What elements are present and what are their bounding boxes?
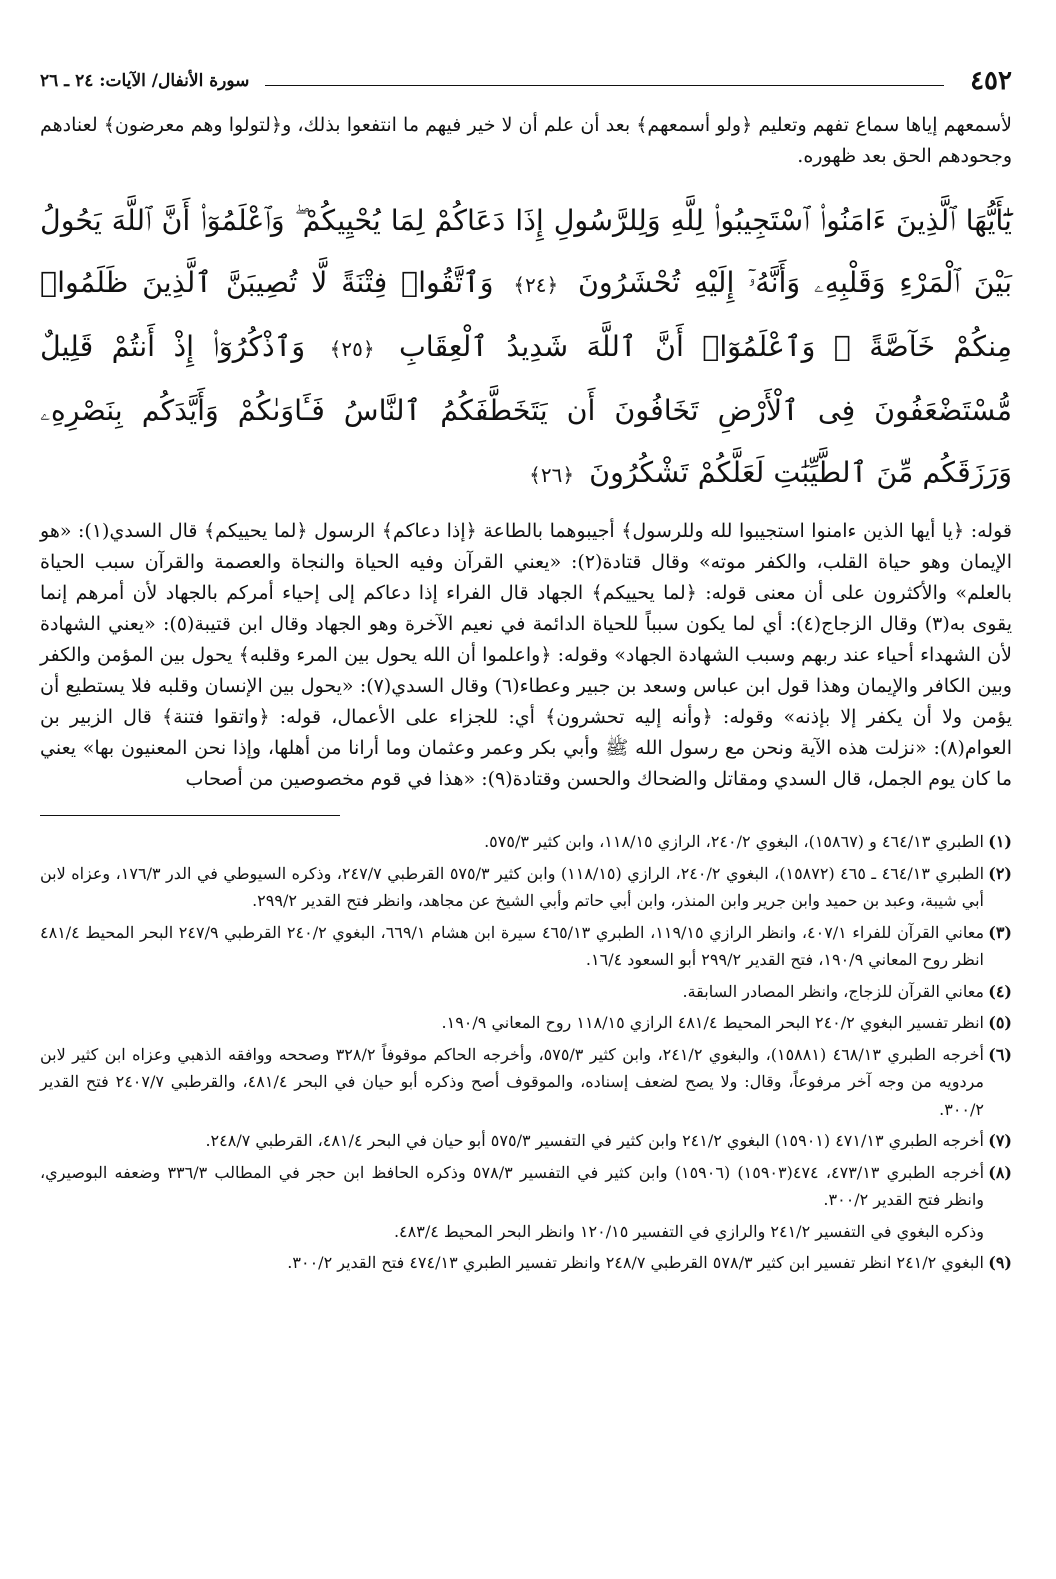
footnote-text: وذكره البغوي في التفسير ٢٤١/٢ والرازي في التفسير ١٢٠/١٥ وانظر البحر المحيط ٤٨٣/٤. xyxy=(393,1221,984,1241)
quran-verses xyxy=(40,190,1012,506)
footnote xyxy=(40,1249,1012,1277)
footnote-number: (٥) xyxy=(988,1013,1012,1032)
footnotes xyxy=(40,828,1012,1277)
footnote-number: (٤) xyxy=(988,981,1012,1001)
verse-text: وَٱذْكُرُوٓا۟ إِذْ أَنتُمْ قَلِيلٌ مُّسْتَضْعَفُونَ فِى ٱلْأَرْضِ تَخَافُونَ أَن يَتَخَطَّفَكُمُ ٱلنَّاسُ فَـَٔاوَىٰكُمْ وَأَيَّدَكُم بِنَصْرِهِۦ وَرَزَقَكُم مِّنَ ٱلطَّيِّبَٰتِ لَعَلَّكُمْ تَشْكُرُونَ xyxy=(40,330,1012,489)
footnote-text: معاني القرآن للزجاج، وانظر المصادر السابقة. xyxy=(682,981,984,1001)
footnote-text: أخرجه الطبري ٤٧٣/١٣، ٤٧٤(١٥٩٠٣) (١٥٩٠٦) وابن كثير في التفسير ٥٧٨/٣ وذكره الحافظ ابن حجر في المطالب ٣٣٦/٣ وضعفه البوصيري، وانظر فتح القدير ٣٠٠/٢. xyxy=(40,1162,985,1209)
footnote-continuation xyxy=(40,1218,1012,1246)
verse-number: ﴿٢٤﴾ xyxy=(513,273,559,297)
footnote-text: الطبري ٤٦٤/١٣ ـ ٤٦٥ (١٥٨٧٢)، البغوي ٢٤٠/٢، الرازي (١١٨/١٥) وابن كثير ٥٧٥/٣ القرطبي ٢٤٧/٧، وذكره السيوطي في الدر ١٧٦/٣، وعزاه لابن أبي شيبة، وعبد بن حميد وابن جرير وابن المنذر، وابن أبي حاتم وأبي الشيخ عن مجاهد، وانظر فتح القدير ٢٩٩/٢. xyxy=(40,863,985,910)
footnote xyxy=(40,978,1012,1006)
verse-text: وَٱتَّقُوا۟ فِتْنَةً لَّا تُصِيبَنَّ ٱلَّذِينَ ظَلَمُوا۟ مِنكُمْ خَآصَّةً ۖ وَٱعْلَمُوٓا۟ أَنَّ ٱللَّهَ شَدِيدُ ٱلْعِقَابِ xyxy=(40,266,1013,363)
footnote-text: أخرجه الطبري ٤٦٨/١٣ (١٥٨٨١)، والبغوي ٢٤١/٢، وابن كثير ٥٧٥/٣، وأخرجه الحاكم موقوفاً ٣٢٨/٢ وصححه ووافقه الذهبي وعزاه ابن كثير لابن مردويه من وجه آخر مرفوعاً، وقال: ولا يصح لضعف إسناده، والموقوف أصح وذكره أبو حيان في البحر ٤٨١/٤، والقرطبي ٢٤٠٧/٧ فتح القدير ٣٠٠/٢. xyxy=(40,1044,984,1119)
footnote-number: (٦) xyxy=(988,1044,1012,1064)
footnote-number: (١) xyxy=(988,832,1012,851)
footnote-number: (٩) xyxy=(988,1253,1012,1272)
commentary-paragraph: قوله: ﴿يا أيها الذين ءامنوا استجيبوا لله وللرسول﴾ أجيبوهما بالطاعة ﴿إذا دعاكم﴾ الرسول ﴿لما يحييكم﴾ قال السدي(١): «هو الإيمان وهو حياة القلب، والكفر موته» وقال قتادة(٢): «يعني القرآن وفيه الحياة والنجاة والعصمة والقرآن سبب الحياة بالعلم» والأكثرون على أن معنى قوله: ﴿لما يحييكم﴾ الجهاد قال الفراء إذا دعاكم إلى إحياء أمركم بالجهاد لأن أمرهم إنما يقوى به(٣) وقال الزجاج(٤): أي لما يكون سبباً للحياة الدائمة في نعيم الآخرة وهو الجهاد وقال ابن قتيبة(٥): «يعني الشهادة لأن الشهداء أحياء عند ربهم وسبب الشهادة الجهاد» وقوله: ﴿واعلموا أن الله يحول بين المرء وقلبه﴾ يحول بين المؤمن والكفر وبين الكافر والإيمان وهذا قول ابن عباس وسعد بن جبير وعطاء(٦) وقال السدي(٧): «يحول بين الإنسان وقلبه فلا يستطيع أن يؤمن ولا أن يكفر إلا بإذنه» وقوله: ﴿وأنه إليه تحشرون﴾ أي: للجزاء على الأعمال، قوله: ﴿واتقوا فتنة﴾ قال الزبير بن العوام(٨): «نزلت هذه الآية ونحن مع رسول الله ﷺ وأبي بكر وعمر وعثمان وما أرانا من أهلها، وإذا نحن المعنيون بها» يعني ما كان يوم الجمل، قال السدي ومقاتل والضحاك والحسن وقتادة(٩): «هذا في قوم مخصوصين من أصحاب xyxy=(40,520,1013,790)
footnote-text: البغوي ٢٤١/٢ انظر تفسير ابن كثير ٥٧٨/٣ القرطبي ٢٤٨/٧ وانظر تفسير الطبري ٤٧٤/١٣ فتح القدير ٣٠٠/٢. xyxy=(287,1253,984,1272)
header-rule xyxy=(265,85,944,86)
footnote xyxy=(40,860,1012,915)
page-header xyxy=(40,62,1012,100)
verse-number: ﴿٢٥﴾ xyxy=(329,337,375,361)
footnote xyxy=(40,1159,1012,1214)
footnote-number: (٧) xyxy=(988,1131,1012,1150)
running-head: سورة الأنفال/ الآيات: ٢٤ ـ ٢٦ xyxy=(40,71,250,91)
footnote-number: (٨) xyxy=(988,1162,1012,1182)
footnote xyxy=(40,828,1012,856)
footnote-number: (٣) xyxy=(988,922,1012,942)
verse-number: ﴿٢٦﴾ xyxy=(529,463,575,487)
footnote-text: انظر تفسير البغوي ٢٤٠/٢ البحر المحيط ٤٨١/٤ الرازي ١١٨/١٥ روح المعاني ١٩٠/٩. xyxy=(441,1013,984,1032)
footnote-divider xyxy=(40,815,340,816)
footnote xyxy=(40,1009,1012,1037)
footnote xyxy=(40,1041,1012,1124)
verse-text: يَٰٓأَيُّهَا ٱلَّذِينَ ءَامَنُوا۟ ٱسْتَجِيبُوا۟ لِلَّهِ وَلِلرَّسُولِ إِذَا دَعَاكُمْ لِمَا يُحْيِيكُمْ ۖ وَٱعْلَمُوٓا۟ أَنَّ ٱللَّهَ يَحُولُ بَيْنَ ٱلْمَرْءِ وَقَلْبِهِۦ وَأَنَّهُۥٓ إِلَيْهِ تُحْشَرُونَ xyxy=(40,204,1013,299)
intro-paragraph: لأسمعهم إياها سماع تفهم وتعليم ﴿ولو أسمعهم﴾ بعد أن علم أن لا خير فيهم ما انتفعوا بذلك، و﴿لتولوا وهم معرضون﴾ لعنادهم وجحودهم الحق بعد ظهوره. xyxy=(40,114,1012,167)
footnote-text: معاني القرآن للفراء ٤٠٧/١، وانظر الرازي ١١٩/١٥، الطبري ٤٦٥/١٣ سيرة ابن هشام ٦٦٩/١، البغوي ٢٤٠/٢ القرطبي ٢٤٧/٩ البحر المحيط ٤٨١/٤ انظر روح المعاني ١٩٠/٩، فتح القدير ٢٩٩/٢ أبو السعود ١٦/٤. xyxy=(40,922,985,969)
page-content xyxy=(40,62,1012,1281)
footnote-number: (٢) xyxy=(988,863,1012,883)
footnote-text: أخرجه الطبري ٤٧١/١٣ (١٥٩٠١) البغوي ٢٤١/٢ وابن كثير في التفسير ٥٧٥/٣ أبو حيان في البحر ٤٨١/٤، القرطبي ٢٤٨/٧. xyxy=(205,1131,984,1150)
footnote xyxy=(40,1127,1012,1155)
footnote xyxy=(40,919,1012,974)
footnote-text: الطبري ٤٦٤/١٣ و (١٥٨٦٧)، البغوي ٢٤٠/٢، الرازي ١١٨/١٥، وابن كثير ٥٧٥/٣. xyxy=(484,832,984,851)
page-number: ٤٥٢ xyxy=(970,66,1012,96)
